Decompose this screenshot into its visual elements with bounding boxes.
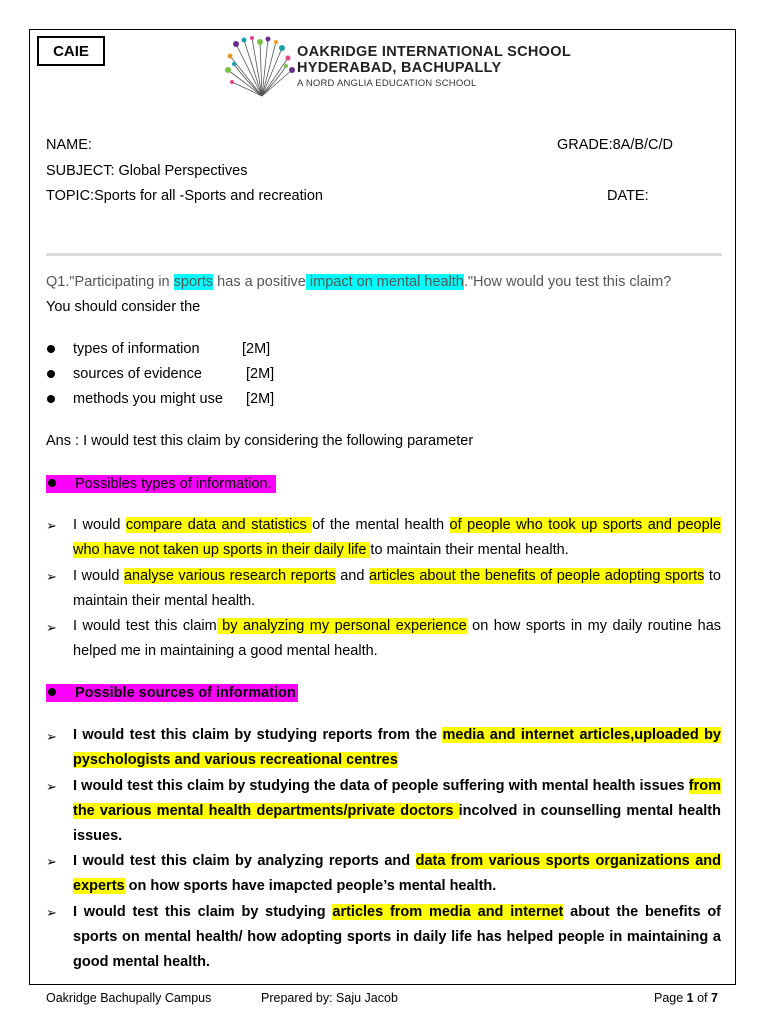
answer-item: I would analyse various research reports and articles about the benefits of people adopting sports to maintain their mental health.	[73, 568, 721, 609]
school-location: HYDERABAD, BACHUPALLY	[297, 60, 502, 76]
bullet-icon	[47, 395, 55, 403]
arrow-bullet-icon: ➢	[46, 620, 57, 635]
bullet-icon	[47, 370, 55, 378]
caie-badge: CAIE	[37, 36, 105, 66]
bullet-icon	[48, 688, 56, 696]
answer-item: I would test this claim by studying reports from the media and internet articles,uploaded by pyschologists and various recreational centres	[73, 727, 721, 768]
bullet-marks: [2M]	[242, 341, 271, 357]
question-line: Q1."Participating in sports has a positive impact on mental health."How would you test this claim?	[46, 274, 672, 290]
bullet-marks: [2M]	[246, 366, 275, 382]
answer-intro: Ans : I would test this claim by considering the following parameter	[46, 433, 474, 449]
arrow-bullet-icon: ➢	[46, 569, 57, 584]
topic-label: TOPIC:Sports for all -Sports and recreation	[46, 188, 323, 204]
question-line-2: You should consider the	[46, 299, 201, 315]
school-name: OAKRIDGE INTERNATIONAL SCHOOL	[297, 44, 571, 60]
school-name-block	[297, 44, 571, 89]
footer-campus: Oakridge Bachupally Campus	[46, 991, 212, 1005]
arrow-bullet-icon: ➢	[46, 905, 57, 920]
answer-item: I would compare data and statistics of the mental health of people who took up sports and people who have not taken up sports in their daily life to maintain their mental health.	[73, 517, 721, 558]
answer-item: I would test this claim by studying the data of people suffering with mental health issues from the various mental health departments/private doctors incolved in counselling mental health issues.	[73, 778, 721, 844]
bullet-text: sources of evidence	[73, 366, 202, 382]
arrow-bullet-icon: ➢	[46, 854, 57, 869]
school-affiliation: A NORD ANGLIA EDUCATION SCHOOL	[297, 78, 477, 89]
bullet-text: methods you might use	[73, 391, 223, 407]
arrow-bullet-icon: ➢	[46, 729, 57, 744]
answer-item: I would test this claim by analyzing reports and data from various sports organizations and experts on how sports have imapcted people’s mental health.	[73, 853, 721, 894]
section1-heading: Possibles types of information.	[46, 475, 276, 493]
bullet-icon	[48, 479, 56, 487]
bullet-text: types of information	[73, 341, 200, 357]
bullet-icon	[47, 345, 55, 353]
bullet-marks: [2M]	[246, 391, 275, 407]
section2-heading: Possible sources of information	[46, 684, 298, 702]
arrow-bullet-icon: ➢	[46, 779, 57, 794]
school-logo-icon	[222, 36, 302, 100]
footer-page-number: Page 1 of 7	[654, 991, 718, 1005]
name-label: NAME:	[46, 137, 92, 153]
grade-label: GRADE:8A/B/C/D	[557, 137, 674, 153]
answer-item: I would test this claim by analyzing my personal experience on how sports in my daily routine has helped me in maintaining a good mental health.	[73, 618, 722, 659]
arrow-bullet-icon: ➢	[46, 518, 57, 533]
subject-label: SUBJECT: Global Perspectives	[46, 163, 248, 179]
answer-item: I would test this claim by studying articles from media and internet about the benefits of sports on mental health/ how adopting sports in daily life has helped people in maintaining a good mental health.	[73, 904, 721, 970]
divider	[46, 253, 722, 256]
footer-prepared-by: Prepared by: Saju Jacob	[261, 991, 398, 1005]
date-label: DATE:	[607, 188, 649, 204]
